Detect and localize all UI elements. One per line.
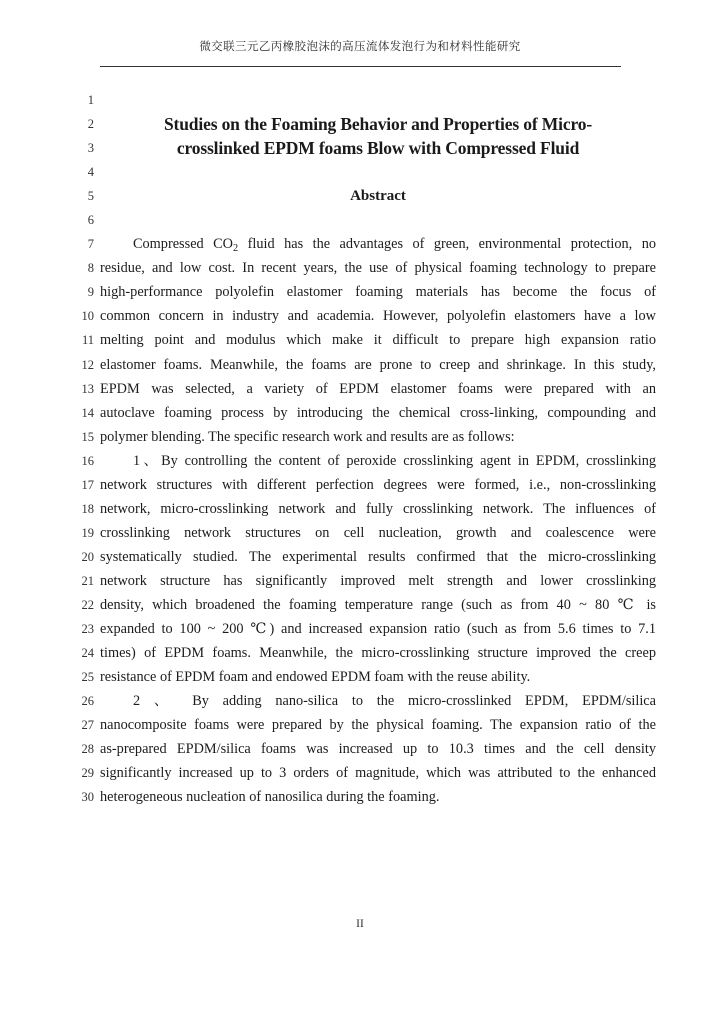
line-number: 24 [81,646,94,661]
line-number: 20 [81,549,94,564]
abstract-list-item-1-line: network structure has significantly improved melt strength and lower crosslinking [100,572,656,589]
page-title-line-1: Studies on the Foaming Behavior and Properties of Micro- [163,114,593,135]
line-number: 17 [81,477,94,492]
line-number: 29 [81,766,94,781]
section-heading-abstract: Abstract [350,188,406,205]
abstract-line: autoclave foaming process by introducing the chemical cross-linking, compounding and [100,404,656,421]
abstract-list-item-1-line: times) of EPDM foams. Meanwhile, the micro-crosslinking structure improved the creep [100,645,656,662]
blank-line [100,160,656,184]
line-number: 25 [81,670,94,685]
abstract-line: high-performance polyolefin elastomer foaming materials has become the focus of [100,284,656,301]
line-number: 15 [81,429,94,444]
abstract-line [100,232,656,256]
abstract-line: elastomer foams. Meanwhile, the foams are prone to creep and shrinkage. In this study, [100,356,656,373]
line-number: 16 [81,453,94,468]
line-number: 4 [87,165,94,180]
running-header-text: 微交联三元乙丙橡胶泡沫的高压流体发泡行为和材料性能研究 [199,39,521,53]
line-number: 6 [87,213,94,228]
abstract-list-item-1-line: crosslinking network structures on cell nucleation, growth and coalescence were [100,524,656,541]
line-number-gutter [60,88,94,809]
line-number: 2 [87,117,94,132]
line-number: 3 [87,141,94,156]
line-number: 13 [81,381,94,396]
line-number: 23 [81,622,94,637]
line-number: 7 [87,237,94,252]
blank-line [100,208,656,232]
line-number: 11 [81,333,94,348]
abstract-line: melting point and modulus which make it difficult to prepare high expansion ratio [100,332,656,349]
abstract-list-item-2-line [100,689,656,713]
abstract-list-item-1-line: network structures with different perfection degrees were formed, i.e., non-crosslinking [100,476,656,493]
line-number: 1 [87,93,94,107]
line-number: 14 [81,405,94,420]
line-number: 26 [81,694,94,709]
abstract-line-text: 1、By controlling the content of peroxide crosslinking agent in EPDM, crosslinking [133,452,656,469]
subscript-two: 2 [233,243,239,255]
abstract-list-item-1-line: network, micro-crosslinking network and fully crosslinking network. The influences of [100,500,656,517]
blank-line [100,88,656,112]
abstract-line: residue, and low cost. In recent years, the use of physical foaming technology to prepare [100,260,656,277]
line-number: 30 [81,790,94,805]
line-number: 27 [81,718,94,733]
abstract-line-text-cont: fluid has the advantages of green, environmental protection, no [238,236,656,253]
abstract-line: EPDM was selected, a variety of EPDM elastomer foams were prepared with an [100,380,656,397]
abstract-list-item-2-line: nanocomposite foams were prepared by the physical foaming. The expansion ratio of the [100,717,656,734]
footer-page-number: II [356,918,364,930]
line-number: 12 [81,357,94,372]
abstract-line: common concern in industry and academia. However, polyolefin elastomers have a low [100,308,656,325]
line-number: 10 [81,309,94,324]
line-number: 8 [87,261,94,276]
line-number: 21 [81,573,94,588]
line-number: 28 [81,742,94,757]
abstract-list-item-1-line [100,449,656,473]
page-title-line-2: crosslinked EPDM foams Blow with Compressed Fluid [176,138,580,159]
line-number: 5 [87,189,94,204]
line-number: 18 [81,501,94,516]
text-column [100,88,656,809]
header-divider-rule [100,66,621,67]
line-number: 22 [81,597,94,612]
running-header [100,38,620,54]
abstract-list-item-2-line: significantly increased up to 3 orders of magnitude, which was attributed to the enhanced [100,765,656,782]
abstract-list-item-2-line: heterogeneous nucleation of nanosilica during the foaming. [100,789,440,806]
abstract-list-item-1-line: expanded to 100 ~ 200 ℃) and increased expansion ratio (such as from 5.6 times to 7.1 [100,621,656,638]
abstract-line: polymer blending. The specific research work and results are as follows: [100,428,515,445]
abstract-list-item-2-line: as-prepared EPDM/silica foams was increased up to 10.3 times and the cell density [100,741,656,758]
abstract-line-text: 2 、 By adding nano-silica to the micro-crosslinked EPDM, EPDM/silica [133,693,656,710]
line-number: 9 [87,285,94,300]
abstract-line-text: Compressed CO [133,236,234,253]
abstract-list-item-1-line: systematically studied. The experimental results confirmed that the micro-crosslinking [100,548,656,565]
line-number: 19 [81,525,94,540]
abstract-list-item-1-line: resistance of EPDM foam and endowed EPDM foam with the reuse ability. [100,669,531,686]
abstract-list-item-1-line: density, which broadened the foaming temperature range (such as from 40 ~ 80 ℃ is [100,596,656,613]
